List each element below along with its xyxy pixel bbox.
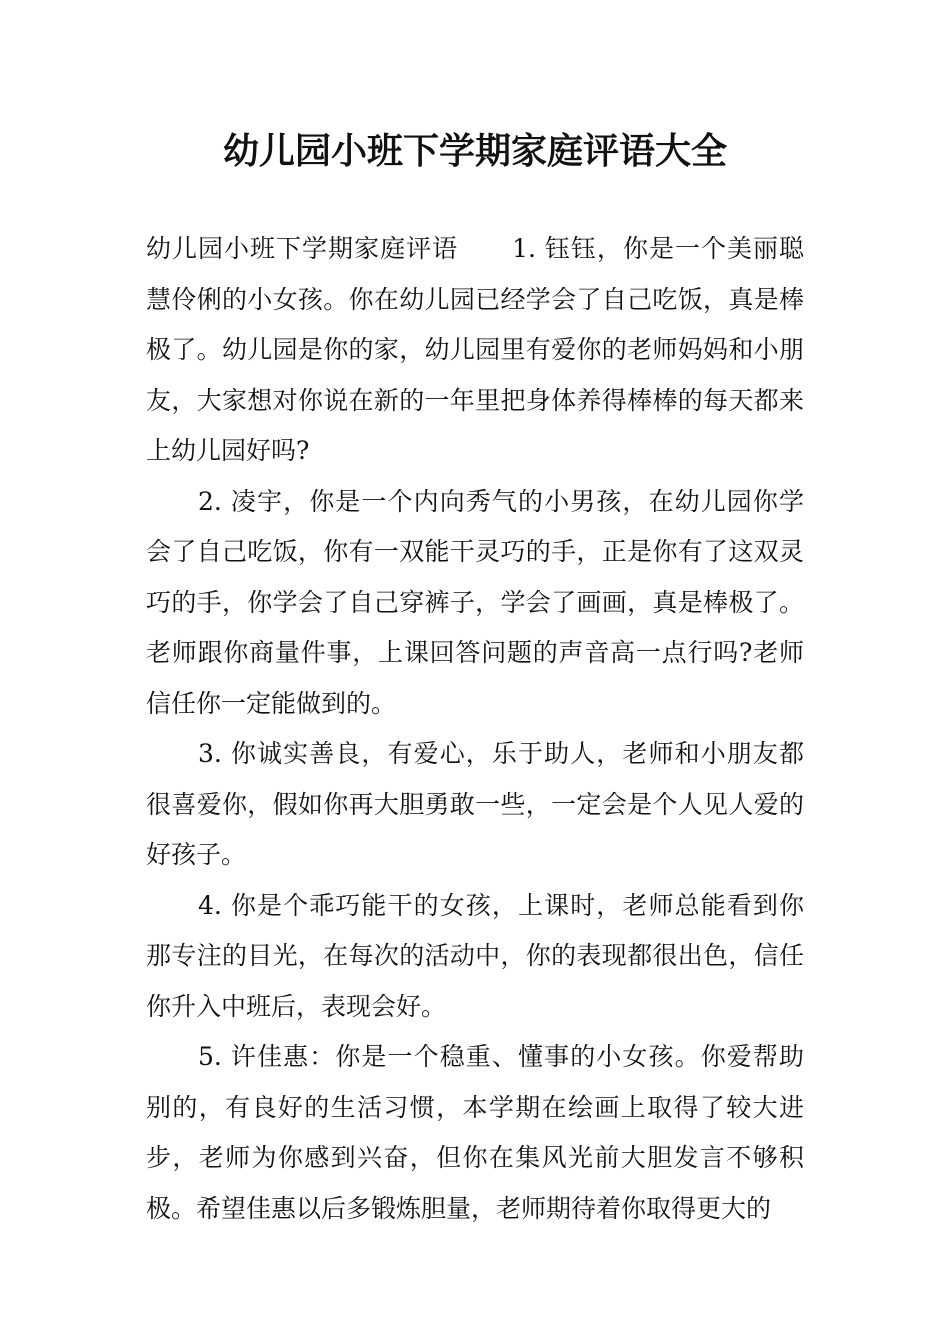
paragraph-2: 2. 凌宇，你是一个内向秀气的小男孩，在幼儿园你学会了自己吃饭，你有一双能干灵巧的手，正是你有了这双灵巧的手，你学会了自己穿裤子，学会了画画，真是棒极了。老师跟你商量件事，上课回答问题的声音高一点行吗?老师信任你一定能做到的。	[146, 486, 804, 718]
intro-label: 幼儿园小班下学期家庭评语	[146, 234, 459, 263]
document-title: 幼儿园小班下学期家庭评语大全	[222, 131, 727, 172]
document-body	[146, 224, 804, 1234]
paragraph-5: 5. 许佳惠：你是一个稳重、懂事的小女孩。你爱帮助别的，有良好的生活习惯，本学期在绘画上取得了较大进步，老师为你感到兴奋，但你在集风光前大胆发言不够积极。希望佳惠以后多锻炼胆量，老师期待着你取得更大的	[146, 1042, 804, 1223]
paragraph-1	[146, 224, 804, 477]
paragraph-3: 3. 你诚实善良，有爱心，乐于助人，老师和小朋友都很喜爱你，假如你再大胆勇敢一些，一定会是个人见人爱的好孩子。	[146, 739, 804, 869]
paragraph-1-text: 1. 钰钰，你是一个美丽聪慧伶俐的小女孩。你在幼儿园已经学会了自己吃饭，真是棒极了。幼儿园是你的家，幼儿园里有爱你的老师妈妈和小朋友，大家想对你说在新的一年里把身体养得棒棒的每天都来上幼儿园好吗?	[146, 234, 804, 465]
paragraph-4: 4. 你是个乖巧能干的女孩，上课时，老师总能看到你那专注的目光，在每次的活动中，你的表现都很出色，信任你升入中班后，表现会好。	[146, 890, 804, 1021]
